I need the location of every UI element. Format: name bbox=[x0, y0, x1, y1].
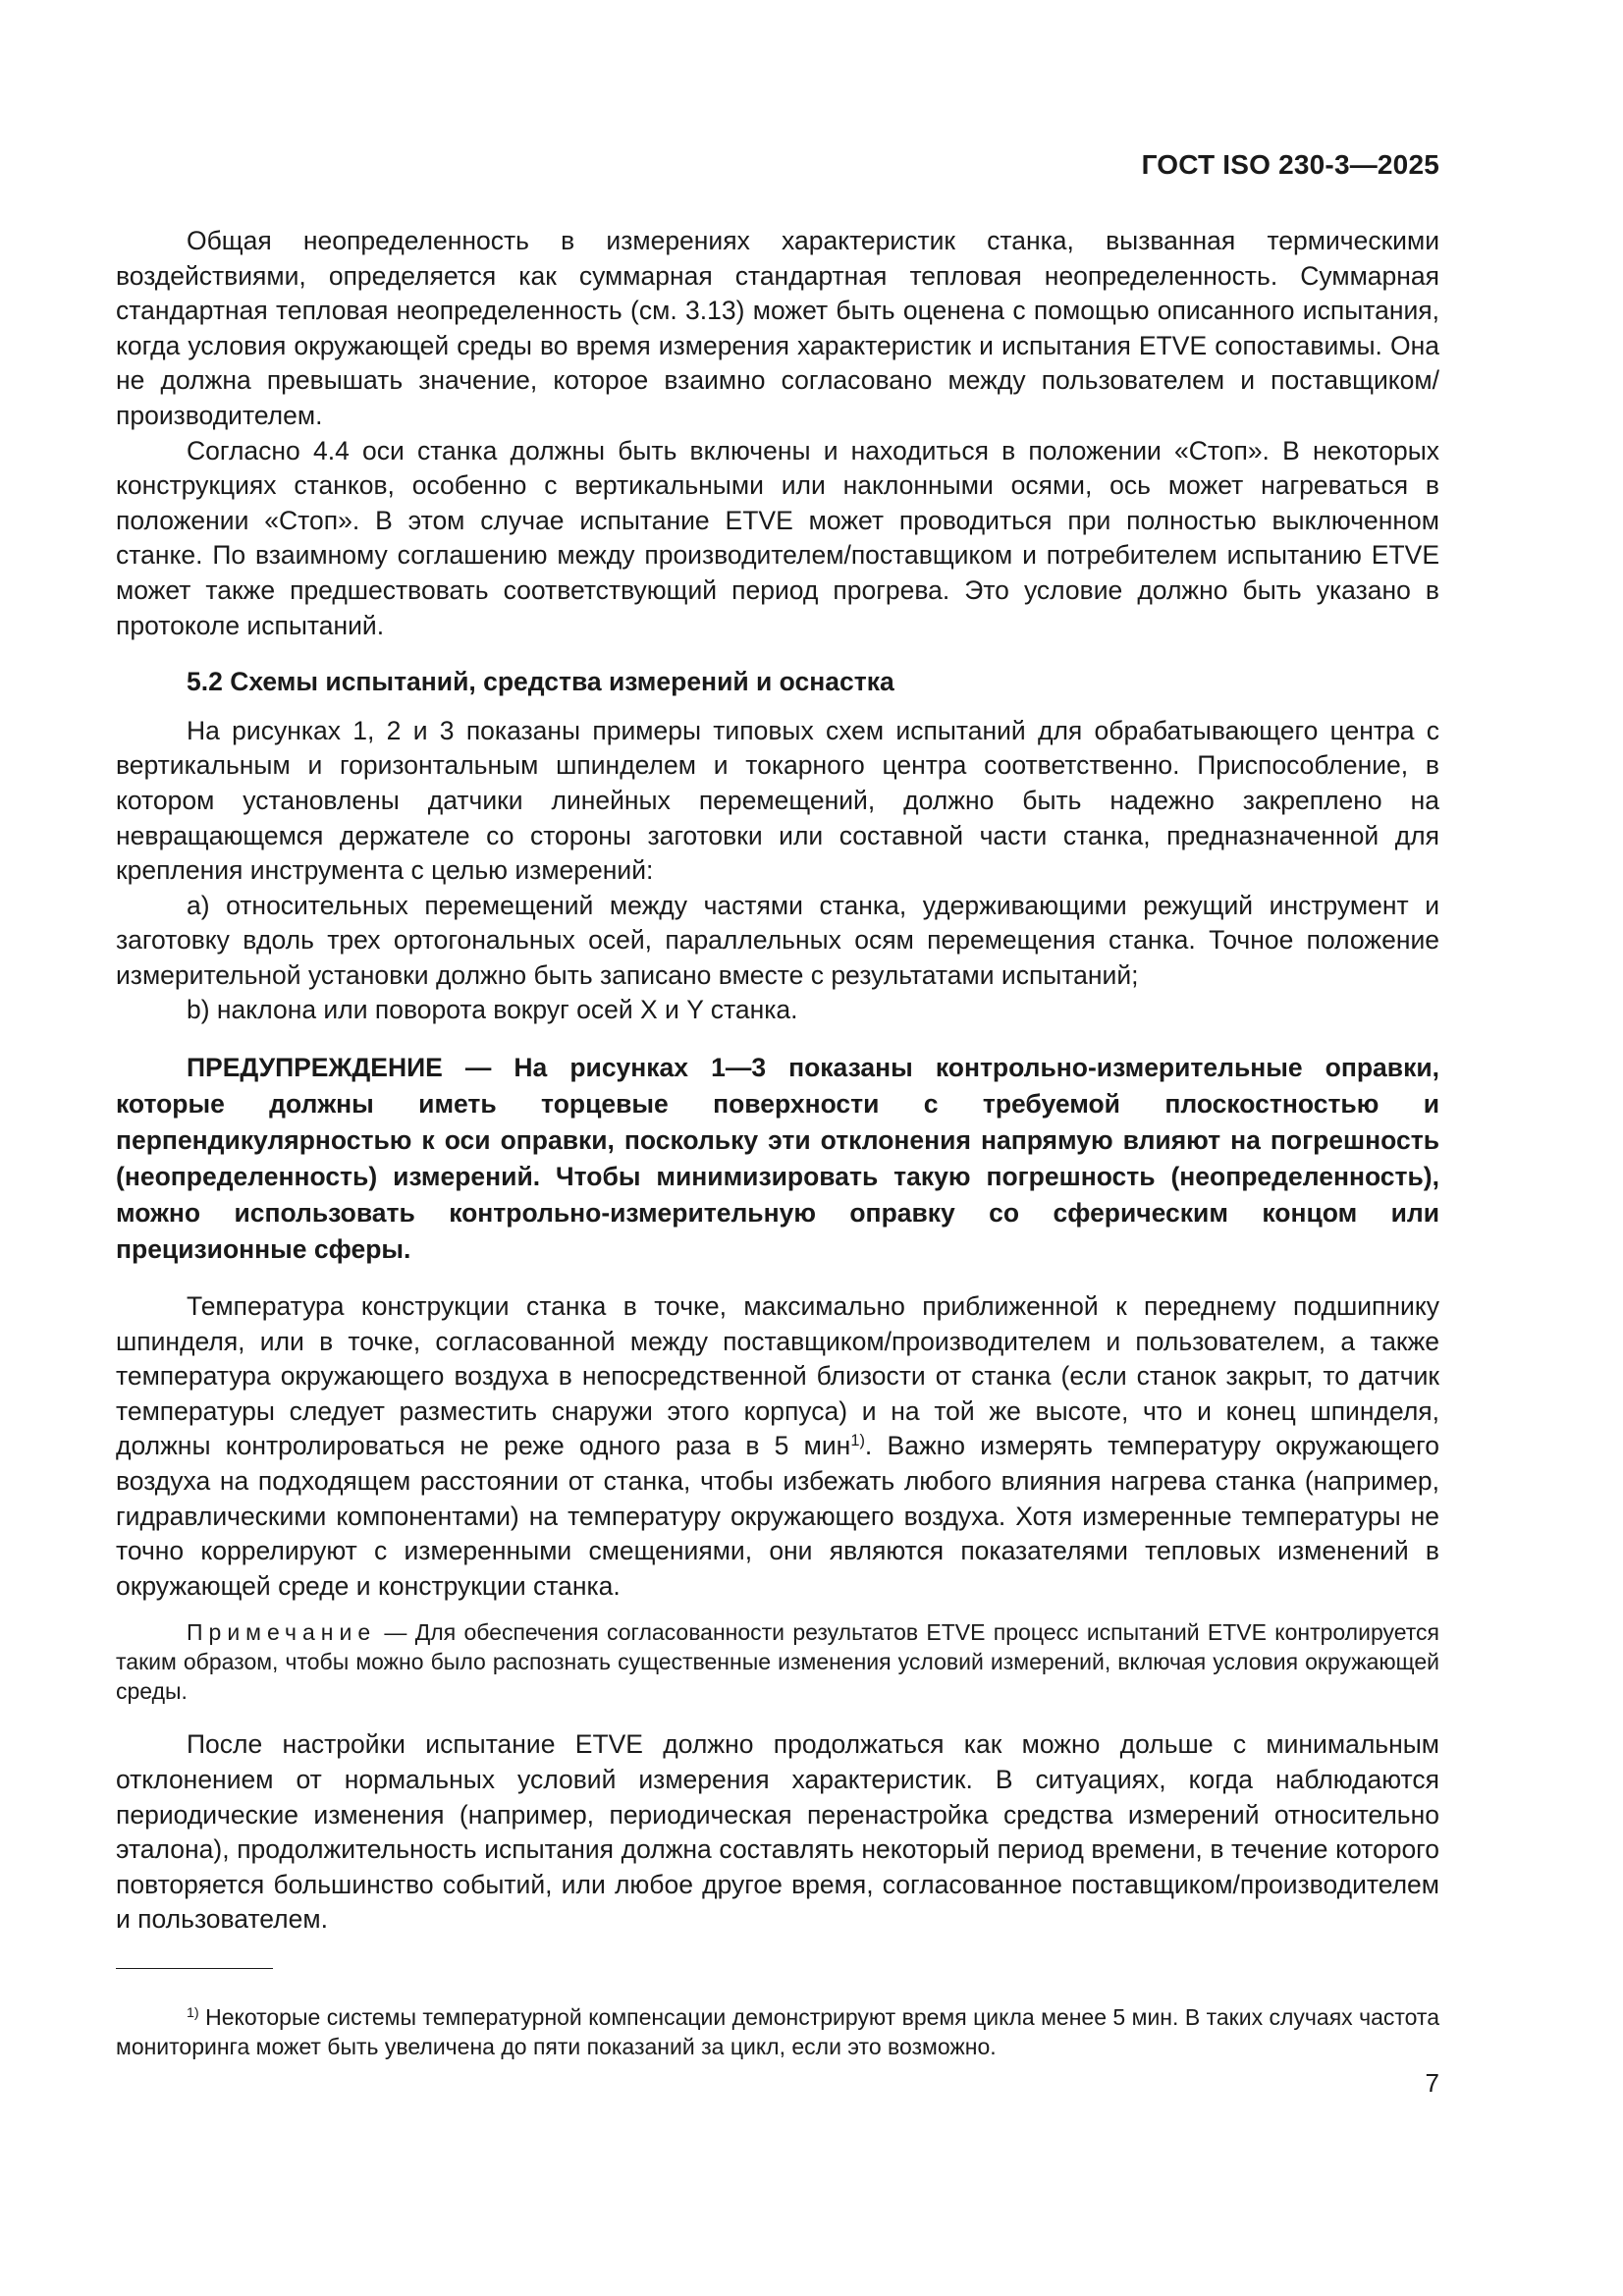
footnote-separator bbox=[116, 1968, 273, 1969]
paragraph-test-duration: После настройки испытание ETVE должно продолжаться как можно дольше с минимальным отклонением от нормальных условий измерения характеристик. В ситуациях, когда наблюдаются периодические изменения (например, периодическая перенастройка средства измерений относительно эталона), продолжительность испытания должна составлять некоторый период времени, в течение которого повторяется большинство событий, или любое другое время, согласованное поставщиком/производителем и пользователем. bbox=[116, 1729, 1439, 1935]
temperature-text-part1: Температура конструкции станка в точке, максимально приближенной к переднему подшипнику шпинделя, или в точке, согласованной между поставщиком/производителем и пользователем, а также температура окружающего воздуха в непосредственной близости от станка (если станок закрыт, то датчик температуры следует разместить снаружи этого корпуса) и на той же высоте, что и конец шпинделя, должны контролироваться не реже одного раза в 5 мин bbox=[116, 1291, 1439, 1461]
warning-block: ПРЕДУПРЕЖДЕНИЕ — На рисунках 1—3 показаны контрольно-измерительные оправки, которые должны иметь торцевые поверхности с требуемой плоскостностью и перпендикулярностью к оси оправки, поскольку эти отклонения напрямую влияют на погрешность (неопределенность) измерений. Чтобы минимизировать такую погрешность (неопределенность), можно использовать контрольно-измерительную оправку со сферическим концом или прецизионные сферы. bbox=[116, 1053, 1439, 1265]
note-text: — Для обеспечения согласованности результатов ETVE процесс испытаний ETVE контролируется таким образом, чтобы можно было распознать существенные изменения условий измерений, включая условия окружающей среды. bbox=[116, 1619, 1439, 1705]
paragraph-axes-stop-position: Согласно 4.4 оси станка должны быть включены и находиться в положении «Стоп». В некоторых конструкциях станков, особенно с вертикальными или наклонными осями, ось может нагреваться в положении «Стоп». В этом случае испытание ETVE может проводиться при полностью выключенном станке. По взаимному соглашению между производителем/поставщиком и потребителем испытанию ETVE может также предшествовать соответствующий период прогрева. Это условие должно быть указано в протоколе испытаний. bbox=[116, 435, 1439, 640]
paragraph-test-setups: На рисунках 1, 2 и 3 показаны примеры типовых схем испытаний для обрабатывающего центра с вертикальным и горизонтальным шпинделем и токарного центра соответственно. Приспособление, в котором установлены датчики линейных перемещений, должно быть надежно закреплено на невращающемся держателе со стороны заготовки или составной части станка, предназначенной для крепления инструмента с целью измерений: bbox=[116, 715, 1439, 886]
section-heading-5-2: 5.2 Схемы испытаний, средства измерений и оснастка bbox=[187, 667, 894, 697]
note-label: Примечание bbox=[187, 1619, 377, 1646]
footnote bbox=[116, 2002, 1439, 2061]
paragraph-thermal-uncertainty: Общая неопределенность в измерениях характеристик станка, вызванная термическими воздействиями, определяется как суммарная стандартная тепловая неопределенность. Суммарная стандартная тепловая неопределенность (см. 3.13) может быть оценена с помощью описанного испытания, когда условия окружающей среды во время измерения характеристик и испытания ETVE сопоставимы. Она не должна превышать значение, которое взаимно согласовано между пользователем и поставщиком/производителем. bbox=[116, 226, 1439, 430]
temperature-text-part2: . Важно измерять температуру окружающего воздуха на подходящем расстоянии от станка, чтобы избежать любого влияния нагрева станка (например, гидравлическими компонентами) на температуру окружающего воздуха. Хотя измеренные температуры не точно коррелируют с измеренными смещениями, они являются показателями тепловых изменений в окружающей среде и конструкции станка. bbox=[116, 1431, 1439, 1601]
list-item-a: a) относительных перемещений между частями станка, удерживающими режущий инструмент и заготовку вдоль трех ортогональных осей, параллельных осям перемещения станка. Точное положение измерительной установки должно быть записано вместе с результатами испытаний; bbox=[116, 890, 1439, 990]
page-number: 7 bbox=[1425, 2068, 1439, 2098]
footnote-marker: 1) bbox=[187, 2005, 199, 2022]
paragraph-temperature-monitoring bbox=[116, 1289, 1439, 1604]
document-body bbox=[116, 224, 1439, 1938]
note-block bbox=[116, 1617, 1439, 1706]
document-page bbox=[116, 0, 1439, 2296]
list-item-b: b) наклона или поворота вокруг осей X и Y станка. bbox=[187, 995, 798, 1025]
footnote-text: Некоторые системы температурной компенсации демонстрируют время цикла менее 5 мин. В таких случаях частота мониторинга может быть увеличена до пяти показаний за цикл, если это возможно. bbox=[116, 2004, 1439, 2059]
footnote-reference: 1) bbox=[850, 1432, 865, 1450]
standard-designation: ГОСТ ISO 230-3—2025 bbox=[1141, 149, 1439, 180]
